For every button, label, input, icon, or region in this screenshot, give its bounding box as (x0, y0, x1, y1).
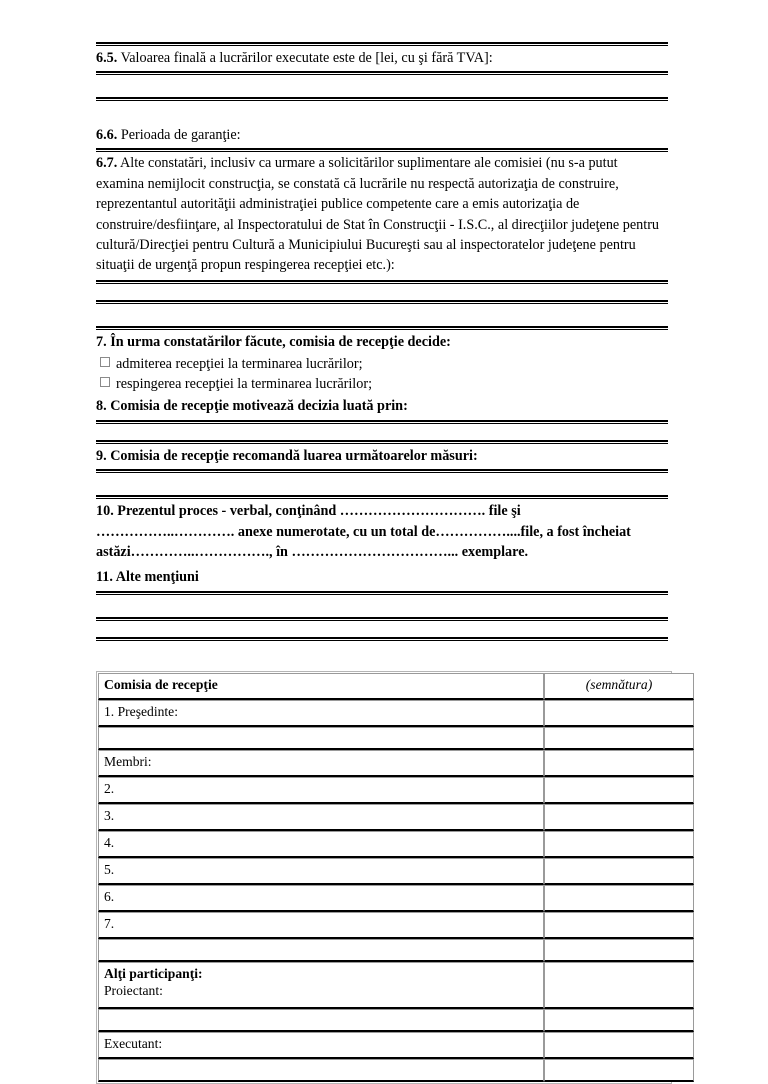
table-row (98, 912, 694, 939)
table-row (98, 858, 694, 885)
section-11-title: 11. Alte menţiuni (96, 569, 199, 586)
section-7-option-respingere (96, 375, 668, 395)
row-label-membru-6: 6. (98, 885, 544, 912)
row-label-blank-4 (98, 1059, 544, 1082)
row-other-participants (98, 962, 544, 1009)
section-7-option-admitere (96, 355, 668, 375)
table-row (98, 1059, 694, 1082)
table-row (98, 777, 694, 804)
section-7-title: 7. În urma constatărilor făcute, comisia de recepţie decide: (96, 333, 451, 350)
section-7-option-respingere-label: respingerea recepţiei la terminarea lucrărilor; (116, 375, 373, 392)
row-label-blank-2 (98, 939, 544, 962)
row-label-membri: Membri: (98, 750, 544, 777)
signature-cell-membru-5[interactable] (544, 858, 694, 885)
section-8-title: 8. Comisia de recepţie motivează decizia luată prin: (96, 398, 408, 415)
row-label-membru-7: 7. (98, 912, 544, 939)
section-10-line-2: ……………..…………. anexe numerotate, cu un total de……………....file, a fost încheiat (96, 523, 631, 540)
row-label-blank-1 (98, 727, 544, 750)
spacer-answer-11b (96, 621, 668, 637)
table-row (98, 727, 694, 750)
signature-cell-membru-4[interactable] (544, 831, 694, 858)
signature-cell-membri[interactable] (544, 750, 694, 777)
signature-cell-blank-2[interactable] (544, 939, 694, 962)
row-label-membru-5: 5. (98, 858, 544, 885)
signature-cell-proiectant[interactable] (544, 962, 694, 1009)
row-label-blank-3 (98, 1009, 544, 1032)
checkbox-icon-admitere[interactable] (100, 357, 110, 367)
table-header-commission: Comisia de recepţie (98, 673, 544, 700)
checkbox-icon-respingere[interactable] (100, 377, 110, 387)
table-row (98, 1032, 694, 1059)
spacer-answer-11a (96, 595, 668, 617)
section-10-line-1: 10. Prezentul proces - verbal, conţinând …………………………. file şi (96, 503, 521, 520)
row-label-executant: Executant: (98, 1032, 544, 1059)
spacer-before-table (96, 641, 668, 671)
section-9-title: 9. Comisia de recepţie recomandă luarea următoarelor măsuri: (96, 447, 478, 464)
table-row (98, 750, 694, 777)
row-label-membru-4: 4. (98, 831, 544, 858)
section-6-7 (96, 152, 668, 279)
row-label-membru-2: 2. (98, 777, 544, 804)
signature-cell-membru-2[interactable] (544, 777, 694, 804)
spacer-answer-6-7 (96, 284, 668, 300)
spacer-before-6-6 (96, 101, 668, 123)
section-6-6-number: 6.6. (96, 127, 118, 144)
spacer-before-7 (96, 304, 668, 326)
signature-cell-executant[interactable] (544, 1032, 694, 1059)
row-label-membru-3: 3. (98, 804, 544, 831)
signature-table (98, 673, 694, 1082)
table-row (98, 939, 694, 962)
table-row (98, 804, 694, 831)
table-row-other-participants (98, 962, 694, 1009)
table-row-header (98, 673, 694, 700)
spacer-answer-9 (96, 473, 668, 495)
signature-cell-presedinte[interactable] (544, 700, 694, 727)
section-6-5-text: Valoarea finală a lucrărilor executate este de [lei, cu şi fără TVA]: (117, 50, 493, 66)
section-6-7-number: 6.7. (96, 155, 118, 172)
section-6-7-text: Alte constatări, inclusiv ca urmare a solicitărilor suplimentare ale comisiei (nu s-a putut examina nemijlocit construcţia, se constată că lucrările nu respectă autorizaţia de construire, reprezentantul autorităţii administraţiei publice competente care a emis autorizaţia de construire/desfiinţare, al Inspectoratului de Stat în Construcţii - I.S.C., al direcţiilor judeţene pentru cultură/Direcţiei pentru Cultură a Municipiului Bucureşti sau al inspectoratelor judeţene pentru situaţii de urgenţă propun respingerea recepţiei etc.): (96, 155, 660, 274)
row-label-presedinte: 1. Preşedinte: (98, 700, 544, 727)
signature-cell-blank-4[interactable] (544, 1059, 694, 1082)
signature-cell-blank-3[interactable] (544, 1009, 694, 1032)
section-7-option-admitere-label: admiterea recepţiei la terminarea lucrărilor; (116, 356, 363, 373)
section-6-6-text: Perioada de garanţie: (117, 127, 241, 144)
signature-cell-membru-3[interactable] (544, 804, 694, 831)
table-header-signature: (semnătura) (544, 673, 694, 700)
signature-cell-membru-6[interactable] (544, 885, 694, 912)
section-6-5 (96, 46, 668, 71)
section-10 (96, 499, 668, 565)
signature-cell-membru-7[interactable] (544, 912, 694, 939)
signature-table-wrapper (96, 671, 672, 1084)
table-row (98, 1009, 694, 1032)
other-participants-title: Alţi participanţi: (104, 965, 203, 981)
section-6-6 (96, 123, 668, 148)
table-row (98, 700, 694, 727)
section-10-line-3: astăzi…………..……………., în ……………………………... exemplare. (96, 544, 529, 561)
table-row (98, 885, 694, 912)
spacer-6-5-answer (96, 75, 668, 97)
document-content (96, 42, 668, 1084)
spacer-answer-8 (96, 424, 668, 440)
signature-table-body (98, 673, 694, 1082)
section-6-5-number: 6.5. (96, 50, 118, 66)
table-row (98, 831, 694, 858)
signature-cell-blank-1[interactable] (544, 727, 694, 750)
row-label-proiectant: Proiectant: (104, 983, 163, 999)
